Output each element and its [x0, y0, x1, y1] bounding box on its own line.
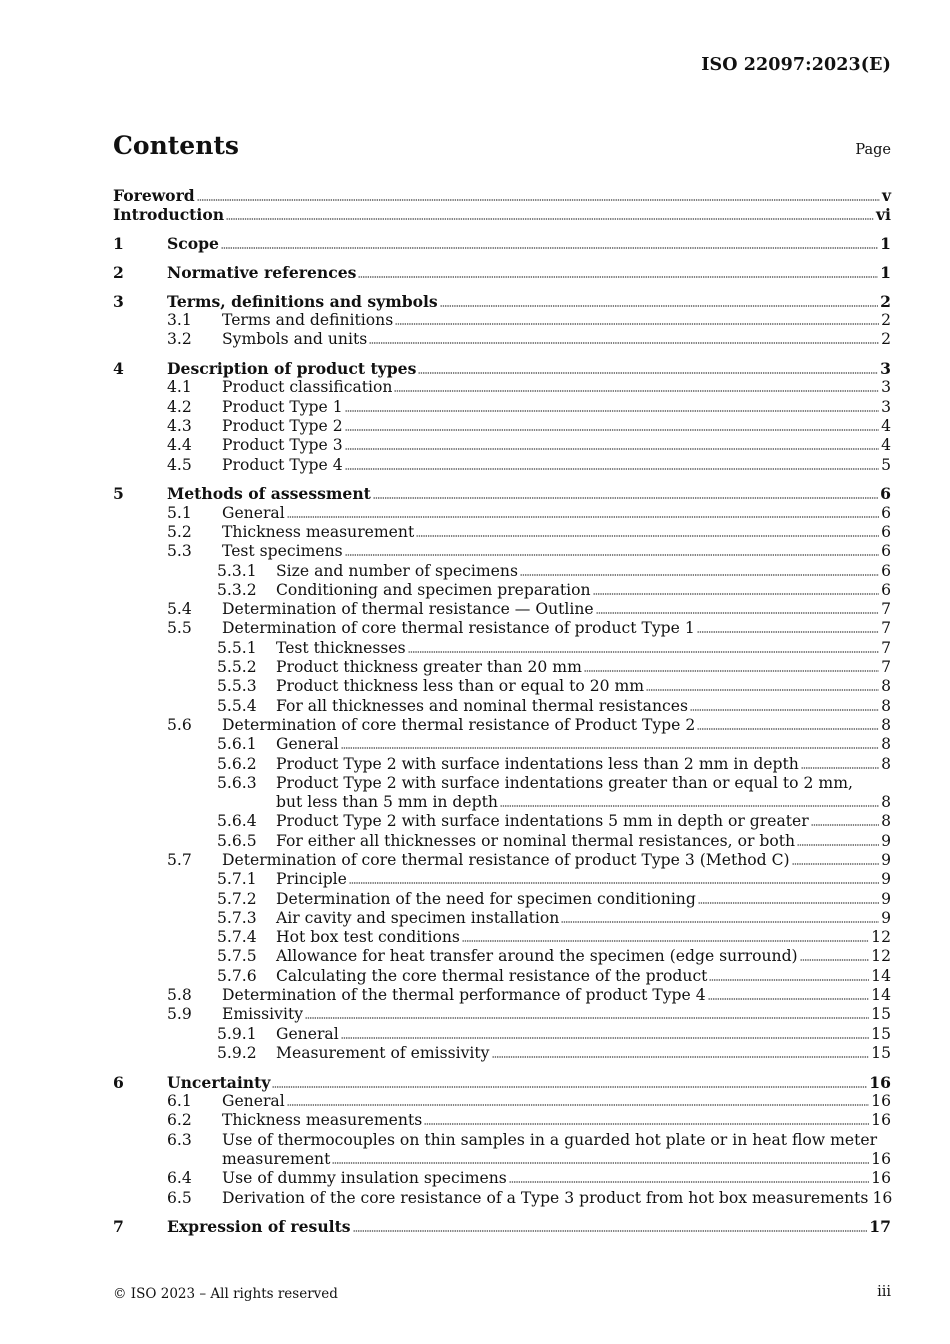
toc-entry-page: 14 — [871, 986, 891, 1005]
toc-entry[interactable] — [113, 619, 891, 638]
toc-entry-number: 6.1 — [167, 1092, 192, 1111]
dot-leader — [801, 756, 879, 769]
dot-leader — [800, 948, 870, 961]
dot-leader — [811, 813, 879, 826]
toc-entry-title: General — [222, 503, 285, 522]
toc-entry[interactable] — [113, 1005, 891, 1024]
toc-entry-number: 5.6.1 — [217, 735, 257, 754]
toc-entry-page: 6 — [881, 561, 891, 580]
toc-entry-page: 8 — [881, 677, 891, 696]
dot-leader — [500, 794, 879, 807]
toc-entry[interactable] — [113, 793, 891, 812]
toc-entry-title: Product Type 1 — [222, 397, 343, 416]
toc-entry-number: 5.7.6 — [217, 966, 257, 985]
toc-entry[interactable] — [113, 436, 891, 455]
toc-entry-page: 7 — [881, 638, 891, 657]
toc-entry-title: Calculating the core thermal resistance of the product — [276, 966, 708, 985]
toc-entry-page: 2 — [881, 330, 891, 349]
toc-entry-title: Use of dummy insulation specimens — [222, 1169, 507, 1188]
toc-entry-title: Use of thermocouples on thin samples in a guarded hot plate or in heat flow meter — [222, 1130, 878, 1149]
toc-entry-title: Normative references — [167, 262, 357, 282]
toc-entry-title: Product Type 2 with surface indentations less than 2 mm in depth — [276, 754, 799, 773]
toc-entry-title: For either all thicknesses or nominal thermal resistances, or both — [276, 831, 796, 850]
toc-entry[interactable] — [113, 658, 891, 677]
toc-entry-page: vi — [876, 205, 891, 225]
toc-entry-number: 5 — [113, 484, 124, 504]
dot-leader — [353, 1219, 868, 1232]
toc-entry-number: 5.7.1 — [217, 870, 257, 889]
dot-leader — [345, 543, 879, 556]
dot-leader — [345, 457, 879, 470]
toc-entry-number: 3 — [113, 291, 124, 311]
toc-entry-page: 6 — [881, 522, 891, 541]
toc-entry-number: 5.7 — [167, 851, 192, 869]
toc-entry-page: 8 — [881, 793, 891, 812]
toc-entry-page: 7 — [881, 619, 891, 638]
toc-entry-page: 7 — [881, 600, 891, 619]
toc-entry[interactable] — [113, 205, 891, 224]
toc-entry-title: Allowance for heat transfer around the specimen (edge surround) — [276, 947, 798, 966]
toc-entry-page: 2 — [880, 291, 891, 311]
toc-entry[interactable] — [113, 639, 891, 658]
toc-entry-page: 7 — [881, 658, 891, 677]
dot-leader — [373, 486, 878, 499]
toc-entry[interactable] — [113, 677, 891, 696]
toc-entry[interactable] — [113, 359, 891, 378]
toc-entry-page: 3 — [881, 397, 891, 416]
toc-entry[interactable] — [113, 1092, 891, 1111]
toc-entry[interactable] — [113, 1025, 891, 1044]
toc-entry-page: 3 — [881, 378, 891, 397]
toc-entry-page: 9 — [881, 889, 891, 908]
toc-entry-number: 5.6.5 — [217, 831, 257, 850]
toc-entry-title: Thickness measurements — [222, 1111, 423, 1130]
toc-entry[interactable] — [113, 986, 891, 1005]
toc-entry-page: 16 — [872, 1188, 893, 1207]
toc-entry-title: General — [276, 1024, 339, 1043]
toc-entry[interactable] — [113, 716, 891, 735]
toc-entry[interactable] — [113, 484, 891, 503]
dot-leader — [345, 399, 879, 412]
toc-entry-page: 1 — [880, 262, 891, 282]
toc-entry-number: 4.1 — [167, 378, 192, 397]
dot-leader — [332, 1151, 869, 1164]
dot-leader — [341, 736, 879, 749]
toc-entry-title: Symbols and units — [222, 330, 368, 349]
toc-entry[interactable] — [113, 928, 891, 947]
toc-entry-number: 5.5.3 — [217, 677, 257, 696]
toc-entry-number: 4.4 — [167, 436, 192, 455]
toc-entry-title: Terms, definitions and symbols — [167, 291, 438, 311]
toc-entry-page: 6 — [881, 542, 891, 561]
toc-entry-page: 15 — [871, 1005, 891, 1024]
toc-entry-number: 6.2 — [167, 1111, 192, 1130]
toc-entry[interactable] — [113, 456, 891, 475]
toc-entry-title: Product Type 4 — [222, 455, 343, 474]
toc-entry-page: 8 — [881, 735, 891, 754]
footer-page-number: iii — [877, 1284, 891, 1300]
toc-entry-page: 9 — [881, 908, 891, 927]
dot-leader — [272, 1075, 867, 1088]
toc-entry-page: 8 — [881, 715, 891, 734]
toc-entry-title: Air cavity and specimen installation — [276, 908, 560, 927]
toc-entry-number: 5.6.3 — [217, 773, 257, 792]
toc-entry-page: v — [881, 186, 891, 205]
toc-entry-number: 5.4 — [167, 600, 192, 619]
page-column-label: Page — [855, 142, 891, 158]
toc-entry-title: Determination of the need for specimen conditioning — [276, 889, 696, 908]
toc-entry-title: Thickness measurement — [222, 522, 415, 541]
toc-entry-number: 5.6 — [167, 715, 192, 734]
toc-entry-title: Determination of core thermal resistance of Product Type 2 — [222, 715, 696, 734]
toc-entry[interactable] — [113, 735, 891, 754]
toc-entry[interactable] — [113, 523, 891, 542]
document-id: ISO 22097:2023(E) — [701, 55, 891, 75]
toc-entry-title: Principle — [276, 870, 347, 889]
toc-entry-number: 4.3 — [167, 416, 192, 435]
toc-entry-page: 3 — [880, 359, 891, 379]
toc-entry-page: 8 — [881, 696, 891, 715]
toc-entry-number: 5.7.3 — [217, 908, 257, 927]
toc-entry-title: Methods of assessment — [167, 484, 371, 504]
toc-entry-number: 1 — [113, 234, 124, 254]
toc-entry-title: Emissivity — [222, 1005, 304, 1024]
dot-leader — [708, 987, 870, 1000]
toc-entry-number: 4.5 — [167, 455, 192, 474]
toc-entry-page: 15 — [871, 1024, 891, 1043]
toc-entry-page: 6 — [881, 580, 891, 599]
toc-entry[interactable] — [113, 600, 891, 619]
toc-entry-title: Terms and definitions — [222, 310, 394, 329]
toc-entry[interactable] — [113, 1131, 891, 1150]
toc-entry-title: Product classification — [222, 378, 393, 397]
toc-entry-title: General — [222, 1092, 285, 1111]
dot-leader — [520, 563, 879, 576]
toc-entry-page: 12 — [871, 928, 891, 947]
toc-entry-number: 5.6.2 — [217, 754, 257, 773]
toc-entry[interactable] — [113, 378, 891, 397]
toc-entry-page: 9 — [881, 870, 891, 889]
toc-entry-number: 5.9.1 — [217, 1024, 257, 1043]
toc-entry-page: 4 — [881, 416, 891, 435]
toc-entry-title: Determination of thermal resistance — Outline — [222, 600, 594, 619]
toc-entry-title: Product thickness less than or equal to 20 mm — [276, 677, 645, 696]
toc-entry[interactable] — [113, 1111, 891, 1130]
dot-leader — [287, 505, 879, 518]
toc-entry-page: 1 — [880, 234, 891, 254]
toc-entry-number: 5.5.1 — [217, 638, 257, 657]
dot-leader — [709, 968, 869, 981]
toc-entry-number: 5.6.4 — [217, 812, 257, 831]
toc-entry-number: 6.3 — [167, 1130, 192, 1149]
dot-leader — [697, 620, 879, 633]
dot-leader — [221, 236, 878, 249]
page-title: Contents — [113, 131, 240, 160]
toc-entry-number: 6.5 — [167, 1188, 192, 1207]
toc-entry-title: Description of product types — [167, 359, 417, 379]
toc-entry-number: 4.2 — [167, 397, 192, 416]
toc-entry[interactable] — [113, 263, 891, 282]
toc-entry-number: 5.7.5 — [217, 947, 257, 966]
toc-entry-page: 8 — [881, 812, 891, 831]
toc-entry-page: 12 — [871, 947, 891, 966]
toc-entry-page: 9 — [881, 831, 891, 850]
dot-leader — [492, 1045, 870, 1058]
toc-entry-title: Foreword — [113, 186, 195, 205]
toc-entry[interactable] — [113, 186, 891, 205]
toc-entry-title: For all thicknesses and nominal thermal resistances — [276, 696, 688, 715]
toc-entry[interactable] — [113, 504, 891, 523]
dot-leader — [358, 265, 878, 278]
toc-entry-number: 5.5.2 — [217, 658, 257, 677]
toc-entry[interactable] — [113, 311, 891, 330]
toc-entry[interactable] — [113, 398, 891, 417]
toc-entry-page: 16 — [869, 1072, 891, 1092]
toc-entry-number: 4 — [113, 359, 124, 379]
toc-entry-title: Introduction — [113, 205, 225, 225]
toc-entry-page: 6 — [881, 503, 891, 522]
toc-entry[interactable] — [113, 947, 891, 966]
toc-entry[interactable] — [113, 697, 891, 716]
dot-leader — [418, 361, 878, 374]
dot-leader — [197, 188, 880, 201]
toc-entry-title: Product Type 2 — [222, 416, 343, 435]
toc-entry[interactable] — [113, 234, 891, 253]
toc-entry-title: but less than 5 mm in depth — [276, 793, 498, 812]
toc-entry-page: 15 — [871, 1043, 891, 1062]
toc-entry-title: Determination of core thermal resistance of product Type 3 (Method C) — [222, 851, 790, 869]
toc-entry-title: Measurement of emissivity — [276, 1043, 490, 1062]
toc-entry[interactable] — [113, 890, 891, 909]
dot-leader — [287, 1093, 869, 1106]
dot-leader — [394, 379, 879, 392]
dot-leader — [345, 418, 879, 431]
toc-entry[interactable] — [113, 1189, 891, 1208]
toc-entry-number: 5.8 — [167, 986, 192, 1005]
dot-leader — [698, 891, 879, 904]
toc-entry[interactable] — [113, 542, 891, 561]
toc-entry-title: Determination of the thermal performance of product Type 4 — [222, 986, 706, 1005]
toc-entry-number: 7 — [113, 1217, 124, 1237]
toc-entry-number: 6 — [113, 1072, 124, 1092]
toc-entry-title: Expression of results — [167, 1217, 351, 1237]
toc-entry-page: 16 — [871, 1092, 891, 1111]
toc-entry-title: General — [276, 735, 339, 754]
toc-entry-number: 5.7.4 — [217, 928, 257, 947]
dot-leader — [226, 207, 874, 220]
toc-entry-title: Uncertainty — [167, 1072, 271, 1092]
toc-entry-title: Scope — [167, 234, 219, 254]
toc-entry-title: Conditioning and specimen preparation — [276, 580, 591, 599]
dot-leader — [792, 852, 879, 865]
dot-leader — [593, 582, 879, 595]
toc-entry[interactable] — [113, 851, 891, 870]
toc-entry-page: 16 — [871, 1169, 891, 1188]
toc-entry[interactable] — [113, 581, 891, 600]
toc-entry-title: Test thicknesses — [276, 638, 406, 657]
toc-entry-page: 6 — [880, 484, 891, 504]
toc-entry[interactable] — [113, 330, 891, 349]
dot-leader — [509, 1170, 869, 1183]
dot-leader — [341, 1026, 869, 1039]
dot-leader — [424, 1112, 869, 1125]
dot-leader — [584, 659, 879, 672]
dot-leader — [369, 331, 879, 344]
toc-entry[interactable] — [113, 1217, 891, 1236]
dot-leader — [408, 640, 879, 653]
dot-leader — [416, 524, 879, 537]
toc-entry-page: 2 — [881, 310, 891, 329]
toc-entry-title: Determination of core thermal resistance of product Type 1 — [222, 619, 695, 638]
toc-entry-number: 5.3.1 — [217, 561, 257, 580]
toc-entry[interactable] — [113, 562, 891, 581]
toc-entry-number: 5.5.4 — [217, 696, 257, 715]
toc-entry[interactable] — [113, 1044, 891, 1063]
toc-entry[interactable] — [113, 292, 891, 311]
toc-entry-title: Hot box test conditions — [276, 928, 460, 947]
toc-entry[interactable] — [113, 1150, 891, 1169]
toc-entry-number: 5.9 — [167, 1005, 192, 1024]
toc-entry[interactable] — [113, 774, 891, 793]
dot-leader — [440, 294, 878, 307]
toc-entry[interactable] — [113, 832, 891, 851]
toc-entry-number: 3.2 — [167, 330, 192, 349]
dot-leader — [697, 717, 879, 730]
toc-entry-title: measurement — [222, 1149, 331, 1168]
toc-entry-page: 14 — [871, 966, 891, 985]
toc-entry[interactable] — [113, 909, 891, 928]
toc-entry[interactable] — [113, 755, 891, 774]
dot-leader — [561, 910, 879, 923]
toc-entry-number: 6.4 — [167, 1169, 192, 1188]
dot-leader — [305, 1006, 869, 1019]
toc-entry-number: 5.3 — [167, 542, 192, 561]
toc-entry[interactable] — [113, 967, 891, 986]
toc-entry[interactable] — [113, 417, 891, 436]
toc-entry-page: 8 — [881, 754, 891, 773]
dot-leader — [797, 833, 879, 846]
dot-leader — [596, 601, 879, 614]
toc-entry-title: Test specimens — [222, 542, 343, 561]
table-of-contents — [113, 186, 891, 1237]
toc-entry-number: 5.5 — [167, 619, 192, 638]
toc-entry-page: 4 — [881, 436, 891, 455]
toc-entry[interactable] — [113, 1073, 891, 1092]
dot-leader — [462, 929, 869, 942]
toc-entry-page: 17 — [869, 1217, 891, 1237]
toc-entry-title: Product Type 2 with surface indentations 5 mm in depth or greater — [276, 812, 809, 831]
toc-entry[interactable] — [113, 1169, 891, 1188]
toc-entry-page: 16 — [871, 1149, 891, 1168]
toc-entry-number: 5.9.2 — [217, 1043, 257, 1062]
dot-leader — [395, 312, 879, 325]
toc-entry-page: 16 — [871, 1111, 891, 1130]
toc-entry-number: 2 — [113, 262, 124, 282]
dot-leader — [690, 698, 879, 711]
toc-entry-number: 5.2 — [167, 522, 192, 541]
toc-entry-number: 3.1 — [167, 310, 192, 329]
dot-leader — [345, 437, 879, 450]
footer-copyright: © ISO 2023 – All rights reserved — [113, 1286, 338, 1302]
toc-entry-number: 5.3.2 — [217, 580, 257, 599]
toc-entry-title: Derivation of the core resistance of a Type 3 product from hot box measurements — [222, 1188, 869, 1207]
toc-entry[interactable] — [113, 870, 891, 889]
toc-entry-title: Product thickness greater than 20 mm — [276, 658, 582, 677]
toc-entry-page: 9 — [881, 851, 891, 869]
dot-leader — [646, 678, 879, 691]
toc-entry-title: Product Type 3 — [222, 436, 343, 455]
toc-entry-page: 5 — [881, 455, 891, 474]
toc-entry-title: Size and number of specimens — [276, 561, 518, 580]
toc-entry-number: 5.1 — [167, 503, 192, 522]
toc-entry[interactable] — [113, 812, 891, 831]
toc-entry-number: 5.7.2 — [217, 889, 257, 908]
toc-entry-title: Product Type 2 with surface indentations greater than or equal to 2 mm, — [276, 773, 853, 792]
dot-leader — [349, 871, 879, 884]
